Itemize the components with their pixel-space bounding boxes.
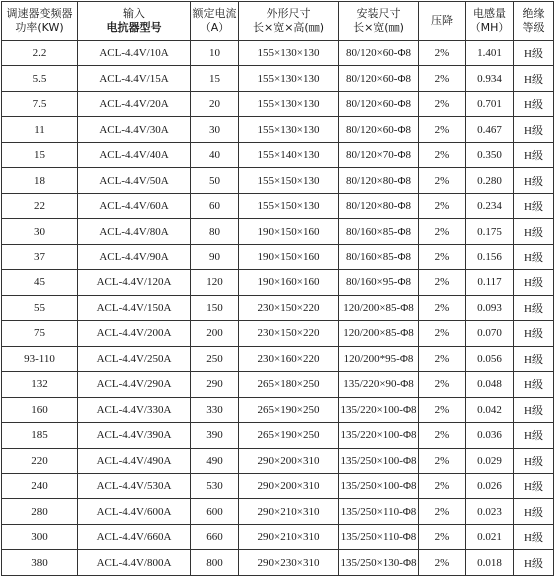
header-current: 额定电流 （A） [191,2,239,41]
table-row [2,397,554,422]
table-row [2,193,554,218]
cell-insulation: H级 [514,270,554,295]
cell-power: 75 [2,321,78,346]
cell-mount-size: 80/160×85-Φ8 [339,219,419,244]
cell-voltage-drop: 2% [419,448,466,473]
header-mount-size: 安装尺寸 长×宽(㎜) [339,2,419,41]
cell-power: 240 [2,473,78,498]
header-inductance: 电感量 （MH） [466,2,514,41]
cell-voltage-drop: 2% [419,295,466,320]
cell-outline-size: 265×190×250 [239,397,339,422]
cell-mount-size: 80/120×80-Φ8 [339,168,419,193]
header-outline-size: 外形尺寸 长×宽×高(㎜) [239,2,339,41]
cell-outline-size: 230×150×220 [239,295,339,320]
cell-outline-size: 155×130×130 [239,117,339,142]
cell-mount-size: 135/250×110-Φ8 [339,524,419,549]
cell-inductance: 0.093 [466,295,514,320]
cell-model: ACL-4.4V/200A [78,321,191,346]
cell-voltage-drop: 2% [419,142,466,167]
cell-mount-size: 135/220×100-Φ8 [339,423,419,448]
cell-insulation: H级 [514,448,554,473]
cell-mount-size: 80/120×60-Φ8 [339,41,419,66]
cell-power: 30 [2,219,78,244]
cell-outline-size: 155×150×130 [239,193,339,218]
cell-inductance: 0.026 [466,473,514,498]
cell-insulation: H级 [514,219,554,244]
cell-current: 200 [191,321,239,346]
cell-insulation: H级 [514,321,554,346]
cell-mount-size: 120/200×85-Φ8 [339,295,419,320]
cell-mount-size: 80/120×60-Φ8 [339,91,419,116]
cell-power: 380 [2,550,78,576]
cell-inductance: 0.934 [466,66,514,91]
cell-current: 330 [191,397,239,422]
cell-mount-size: 120/200×85-Φ8 [339,321,419,346]
cell-outline-size: 190×150×160 [239,244,339,269]
cell-power: 15 [2,142,78,167]
cell-insulation: H级 [514,499,554,524]
cell-outline-size: 265×190×250 [239,423,339,448]
cell-model: ACL-4.4V/250A [78,346,191,371]
cell-voltage-drop: 2% [419,473,466,498]
cell-insulation: H级 [514,244,554,269]
cell-inductance: 0.023 [466,499,514,524]
cell-power: 55 [2,295,78,320]
table-row [2,244,554,269]
cell-insulation: H级 [514,423,554,448]
cell-model: ACL-4.4V/10A [78,41,191,66]
cell-power: 45 [2,270,78,295]
cell-inductance: 0.467 [466,117,514,142]
cell-outline-size: 190×160×160 [239,270,339,295]
cell-voltage-drop: 2% [419,499,466,524]
cell-insulation: H级 [514,91,554,116]
cell-power: 7.5 [2,91,78,116]
cell-voltage-drop: 2% [419,66,466,91]
table-row [2,41,554,66]
cell-voltage-drop: 2% [419,41,466,66]
cell-current: 290 [191,372,239,397]
cell-inductance: 0.701 [466,91,514,116]
table-row [2,270,554,295]
header-model: 输入 电抗器型号 [78,2,191,41]
cell-inductance: 0.042 [466,397,514,422]
reactor-spec-table [1,1,554,576]
table-row [2,550,554,576]
cell-model: ACL-4.4V/50A [78,168,191,193]
cell-insulation: H级 [514,473,554,498]
cell-voltage-drop: 2% [419,117,466,142]
cell-power: 18 [2,168,78,193]
cell-mount-size: 80/160×95-Φ8 [339,270,419,295]
cell-mount-size: 135/220×100-Φ8 [339,397,419,422]
cell-insulation: H级 [514,346,554,371]
cell-power: 280 [2,499,78,524]
cell-inductance: 0.350 [466,142,514,167]
cell-current: 800 [191,550,239,576]
cell-outline-size: 230×160×220 [239,346,339,371]
cell-outline-size: 290×210×310 [239,524,339,549]
cell-current: 120 [191,270,239,295]
cell-mount-size: 135/250×130-Φ8 [339,550,419,576]
cell-insulation: H级 [514,41,554,66]
table-row [2,168,554,193]
cell-model: ACL-4.4V/390A [78,423,191,448]
cell-voltage-drop: 2% [419,372,466,397]
cell-model: ACL-4.4V/90A [78,244,191,269]
cell-voltage-drop: 2% [419,168,466,193]
table-row [2,219,554,244]
cell-power: 160 [2,397,78,422]
cell-power: 132 [2,372,78,397]
cell-outline-size: 155×130×130 [239,66,339,91]
cell-current: 660 [191,524,239,549]
header-insulation: 绝缘 等级 [514,2,554,41]
header-row [2,2,554,41]
cell-model: ACL-4.4V/490A [78,448,191,473]
cell-inductance: 0.234 [466,193,514,218]
cell-mount-size: 135/250×110-Φ8 [339,499,419,524]
cell-inductance: 0.029 [466,448,514,473]
cell-model: ACL-4.4V/150A [78,295,191,320]
cell-current: 20 [191,91,239,116]
cell-insulation: H级 [514,142,554,167]
cell-outline-size: 155×130×130 [239,91,339,116]
cell-inductance: 0.175 [466,219,514,244]
cell-insulation: H级 [514,550,554,576]
cell-voltage-drop: 2% [419,219,466,244]
cell-model: ACL-4.4V/600A [78,499,191,524]
cell-power: 37 [2,244,78,269]
cell-outline-size: 230×150×220 [239,321,339,346]
cell-model: ACL-4.4V/120A [78,270,191,295]
cell-model: ACL-4.4V/330A [78,397,191,422]
cell-model: ACL-4.4V/290A [78,372,191,397]
cell-insulation: H级 [514,117,554,142]
table-row [2,295,554,320]
cell-voltage-drop: 2% [419,321,466,346]
cell-insulation: H级 [514,193,554,218]
table-row [2,142,554,167]
table-row [2,372,554,397]
cell-current: 15 [191,66,239,91]
cell-current: 80 [191,219,239,244]
cell-power: 220 [2,448,78,473]
cell-model: ACL-4.4V/15A [78,66,191,91]
cell-current: 490 [191,448,239,473]
cell-model: ACL-4.4V/80A [78,219,191,244]
cell-insulation: H级 [514,295,554,320]
cell-mount-size: 135/220×90-Φ8 [339,372,419,397]
cell-current: 150 [191,295,239,320]
cell-inductance: 1.401 [466,41,514,66]
table-row [2,91,554,116]
cell-mount-size: 80/120×60-Φ8 [339,66,419,91]
cell-power: 11 [2,117,78,142]
cell-voltage-drop: 2% [419,91,466,116]
cell-inductance: 0.021 [466,524,514,549]
cell-model: ACL-4.4V/40A [78,142,191,167]
cell-current: 40 [191,142,239,167]
cell-outline-size: 290×200×310 [239,473,339,498]
cell-inductance: 0.048 [466,372,514,397]
cell-inductance: 0.117 [466,270,514,295]
header-power: 调速器变频器 功率(KW) [2,2,78,41]
table-row [2,117,554,142]
table-row [2,473,554,498]
cell-model: ACL-4.4V/530A [78,473,191,498]
cell-inductance: 0.036 [466,423,514,448]
cell-mount-size: 135/250×100-Φ8 [339,473,419,498]
cell-current: 60 [191,193,239,218]
cell-mount-size: 135/250×100-Φ8 [339,448,419,473]
cell-outline-size: 290×200×310 [239,448,339,473]
cell-mount-size: 80/120×80-Φ8 [339,193,419,218]
cell-power: 22 [2,193,78,218]
cell-outline-size: 155×130×130 [239,41,339,66]
table-row [2,448,554,473]
cell-voltage-drop: 2% [419,244,466,269]
cell-insulation: H级 [514,66,554,91]
table-row [2,423,554,448]
cell-inductance: 0.156 [466,244,514,269]
cell-current: 390 [191,423,239,448]
table-row [2,321,554,346]
cell-inductance: 0.018 [466,550,514,576]
cell-model: ACL-4.4V/660A [78,524,191,549]
cell-model: ACL-4.4V/30A [78,117,191,142]
cell-power: 2.2 [2,41,78,66]
cell-insulation: H级 [514,397,554,422]
cell-outline-size: 290×210×310 [239,499,339,524]
cell-mount-size: 120/200*95-Φ8 [339,346,419,371]
cell-outline-size: 265×180×250 [239,372,339,397]
cell-voltage-drop: 2% [419,423,466,448]
cell-inductance: 0.056 [466,346,514,371]
cell-mount-size: 80/120×70-Φ8 [339,142,419,167]
cell-outline-size: 155×140×130 [239,142,339,167]
cell-power: 93-110 [2,346,78,371]
cell-outline-size: 290×230×310 [239,550,339,576]
cell-current: 530 [191,473,239,498]
cell-inductance: 0.070 [466,321,514,346]
cell-current: 250 [191,346,239,371]
table-body [2,41,554,576]
cell-voltage-drop: 2% [419,193,466,218]
table-row [2,499,554,524]
cell-model: ACL-4.4V/60A [78,193,191,218]
table-row [2,346,554,371]
cell-current: 600 [191,499,239,524]
cell-inductance: 0.280 [466,168,514,193]
table-row [2,524,554,549]
cell-current: 50 [191,168,239,193]
cell-mount-size: 80/120×60-Φ8 [339,117,419,142]
cell-current: 30 [191,117,239,142]
cell-model: ACL-4.4V/800A [78,550,191,576]
cell-voltage-drop: 2% [419,397,466,422]
cell-power: 185 [2,423,78,448]
cell-outline-size: 155×150×130 [239,168,339,193]
cell-voltage-drop: 2% [419,346,466,371]
cell-insulation: H级 [514,168,554,193]
cell-voltage-drop: 2% [419,550,466,576]
cell-voltage-drop: 2% [419,524,466,549]
table-header [2,2,554,41]
cell-mount-size: 80/160×85-Φ8 [339,244,419,269]
cell-voltage-drop: 2% [419,270,466,295]
table-row [2,66,554,91]
cell-power: 300 [2,524,78,549]
header-voltage-drop: 压降 [419,2,466,41]
cell-current: 90 [191,244,239,269]
cell-model: ACL-4.4V/20A [78,91,191,116]
cell-insulation: H级 [514,524,554,549]
cell-insulation: H级 [514,372,554,397]
cell-power: 5.5 [2,66,78,91]
cell-current: 10 [191,41,239,66]
cell-outline-size: 190×150×160 [239,219,339,244]
